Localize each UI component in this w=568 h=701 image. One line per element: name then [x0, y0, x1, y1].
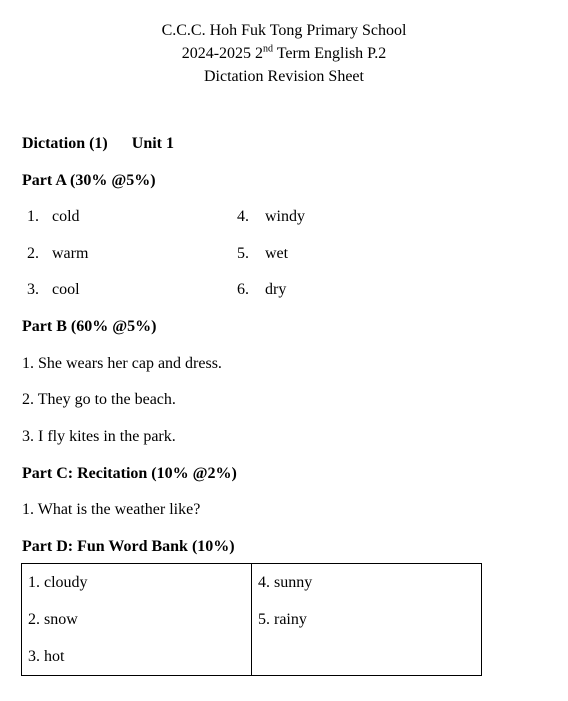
- dictation-heading: [22, 135, 174, 153]
- part-a-word: [27, 281, 80, 299]
- document-header: [0, 19, 568, 88]
- school-name: C.C.C. Hoh Fuk Tong Primary School: [161, 22, 407, 39]
- part-b-sentence: [22, 428, 176, 446]
- table-row: [22, 564, 482, 602]
- sentence-number: 2.: [22, 391, 34, 408]
- sentence-text: I fly kites in the park.: [38, 428, 176, 445]
- sentence-text: They go to the beach.: [37, 391, 176, 408]
- sentence-number: 3.: [22, 428, 34, 445]
- word-text: cool: [52, 281, 80, 298]
- dictation-label: Dictation (1): [22, 135, 108, 152]
- term-suffix: Term English P.2: [273, 45, 387, 62]
- part-a-word: [237, 245, 288, 263]
- item-text: What is the weather like?: [37, 501, 201, 518]
- part-a-word: [237, 208, 305, 226]
- word-text: wet: [265, 245, 289, 262]
- table-row: [22, 638, 482, 676]
- word-number: 2.: [27, 245, 39, 262]
- part-d-title: Part D: Fun Word Bank (10%): [22, 538, 235, 555]
- item-number: 1.: [22, 501, 34, 518]
- term-line: [0, 42, 568, 65]
- word-number: 4.: [237, 208, 249, 225]
- word-bank-cell: [252, 638, 482, 676]
- word-number: 1.: [27, 208, 39, 225]
- part-b-sentence: [22, 391, 176, 409]
- word-text: dry: [265, 281, 287, 298]
- table-row: [22, 601, 482, 638]
- part-a-word: [237, 281, 286, 299]
- word-bank-table: [21, 563, 482, 676]
- word-number: 3.: [27, 281, 39, 298]
- word-number: 6.: [237, 281, 249, 298]
- part-c-title: Part C: Recitation (10% @2%): [22, 465, 237, 482]
- part-a-title: Part A (30% @5%): [22, 172, 156, 189]
- unit-label: Unit 1: [131, 135, 174, 152]
- word-text: cold: [52, 208, 80, 225]
- part-a-word: [27, 208, 80, 226]
- word-number: 5.: [237, 245, 249, 262]
- word-bank-cell: 3. hot: [22, 638, 252, 676]
- part-a-word: [27, 245, 88, 263]
- word-bank-cell: 5. rainy: [252, 601, 482, 638]
- sheet-title: Dictation Revision Sheet: [204, 68, 364, 85]
- sentence-text: She wears her cap and dress.: [38, 355, 222, 372]
- part-c-item: [22, 501, 200, 519]
- word-bank-cell: 2. snow: [22, 601, 252, 638]
- part-b-sentence: [22, 355, 222, 373]
- term-superscript: nd: [263, 43, 274, 55]
- word-bank-cell: 1. cloudy: [22, 564, 252, 602]
- word-text: windy: [265, 208, 305, 225]
- word-text: warm: [52, 245, 89, 262]
- term-prefix: 2024-2025 2: [181, 45, 264, 62]
- part-b-title: Part B (60% @5%): [22, 318, 157, 335]
- sentence-number: 1.: [22, 355, 34, 372]
- word-bank-cell: 4. sunny: [252, 564, 482, 602]
